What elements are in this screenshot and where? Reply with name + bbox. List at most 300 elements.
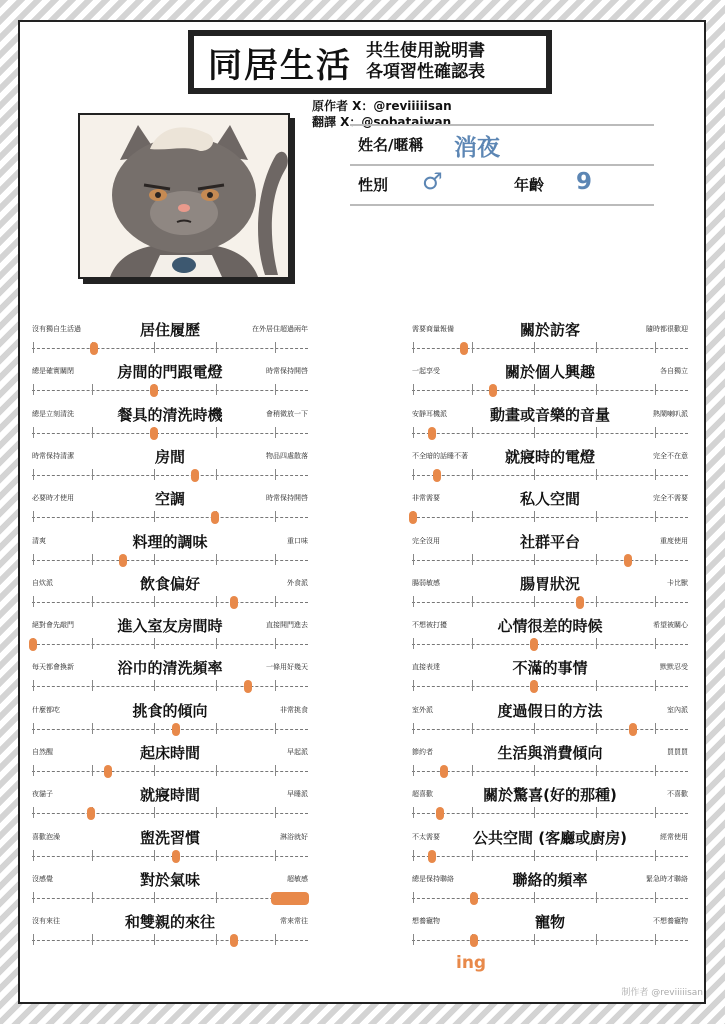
scale-marker (440, 765, 448, 778)
scale-tick (413, 765, 414, 776)
scale-tick (655, 554, 656, 565)
scale-item (412, 695, 688, 739)
scale-right-label: 直接開門進去 (266, 621, 308, 630)
scale-title: 居住履歷 (139, 321, 200, 339)
scale-line (32, 433, 308, 434)
scale-tick (275, 511, 276, 522)
scale-right-label: 一條用好幾天 (266, 663, 308, 672)
scale-right-label: 室內派 (667, 705, 688, 714)
scale-left-label: 安靜耳機派 (412, 409, 447, 418)
scale-tick (655, 892, 656, 903)
scale-item (412, 822, 688, 866)
scale-item (32, 483, 308, 527)
scale-left-label: 絕對會先敲門 (32, 621, 74, 630)
scale-item (412, 906, 688, 950)
scale-tick (655, 850, 656, 861)
scale-line (412, 433, 688, 434)
scale-right-label: 常來常往 (280, 917, 308, 926)
scale-tick (154, 892, 155, 903)
scale-line (32, 517, 308, 518)
scale-title: 度過假日的方法 (497, 701, 603, 720)
gender-age-row (350, 164, 654, 206)
scale-tick (275, 934, 276, 945)
scale-line (412, 348, 688, 349)
scale-tick (92, 469, 93, 480)
scale-tick (33, 892, 34, 903)
scale-title: 空調 (154, 490, 185, 509)
scale-tick (413, 427, 414, 438)
scale-tick (596, 384, 597, 395)
scale-line (32, 560, 308, 561)
scale-item (412, 737, 688, 781)
scale-line (412, 898, 688, 899)
scale-line (32, 348, 308, 349)
scale-tick (534, 554, 535, 565)
scale-title: 料理的調味 (132, 532, 208, 551)
scale-marker (87, 807, 95, 820)
scale-line (32, 475, 308, 476)
scale-tick (413, 892, 414, 903)
scale-title: 公共空間 (客廳或廚房) (473, 828, 627, 847)
scale-tick (655, 596, 656, 607)
scale-tick (92, 427, 93, 438)
scale-line (32, 813, 308, 814)
scale-line (412, 644, 688, 645)
scale-tick (216, 638, 217, 649)
scale-tick (92, 723, 93, 734)
scale-tick (216, 469, 217, 480)
scale-tick (216, 384, 217, 395)
scale-title: 和雙親的來往 (124, 913, 215, 932)
scale-tick (154, 511, 155, 522)
scale-line (412, 729, 688, 730)
scale-tick (216, 427, 217, 438)
scale-tick (472, 427, 473, 438)
scale-title: 起床時間 (139, 744, 200, 762)
scale-right-label: 會稍微放一下 (266, 409, 308, 418)
scale-tick (472, 765, 473, 776)
scale-tick (33, 807, 34, 818)
scale-marker (90, 342, 98, 355)
scale-marker (29, 638, 37, 651)
scale-title: 盥洗習慣 (139, 828, 200, 847)
scale-marker (576, 596, 584, 609)
scale-tick (413, 807, 414, 818)
age-value: 9 (576, 169, 593, 195)
scale-tick (655, 680, 656, 691)
scale-tick (154, 596, 155, 607)
scale-tick (92, 765, 93, 776)
scale-item (32, 356, 308, 400)
scale-tick (33, 469, 34, 480)
scale-marker (191, 469, 199, 482)
scale-tick (154, 850, 155, 861)
scale-tick (534, 765, 535, 776)
scale-title: 房間的門跟電燈 (117, 363, 223, 382)
scale-tick (596, 680, 597, 691)
scale-line (32, 729, 308, 730)
scale-marker (150, 384, 158, 397)
scale-left-label: 完全沒用 (412, 536, 440, 545)
scale-marker (230, 934, 238, 947)
scale-marker (150, 427, 158, 440)
scale-tick (154, 934, 155, 945)
scale-tick (534, 807, 535, 818)
translator: 翻譯 X：@sobataiwan (312, 115, 452, 129)
scale-line (412, 517, 688, 518)
scale-marker (428, 427, 436, 440)
subtitle-line-1: 共生使用說明書 (366, 41, 485, 61)
scale-tick (275, 723, 276, 734)
scale-tick (472, 596, 473, 607)
scale-item (32, 822, 308, 866)
scale-marker (428, 850, 436, 863)
scale-tick (472, 680, 473, 691)
scale-right-label: 隨時都很歡迎 (646, 325, 688, 333)
scale-tick (413, 934, 414, 945)
scale-tick (596, 723, 597, 734)
scale-tick (596, 469, 597, 480)
scale-tick (92, 680, 93, 691)
scale-tick (413, 469, 414, 480)
scale-tick (216, 342, 217, 353)
scale-tick (216, 554, 217, 565)
scale-tick (534, 427, 535, 438)
scale-item (32, 441, 308, 485)
scale-line (32, 644, 308, 645)
page-title: 同居生活 (208, 45, 352, 86)
scale-line (412, 856, 688, 857)
scale-tick (413, 850, 414, 861)
scale-left-label: 什麼都吃 (32, 705, 60, 714)
scale-line (32, 898, 308, 899)
scale-title: 對於氣味 (139, 870, 200, 889)
scale-line (32, 602, 308, 603)
scale-title: 關於驚喜(好的那種) (483, 786, 617, 805)
scale-left-label: 非常需要 (412, 494, 440, 503)
profile-info (350, 124, 654, 206)
scale-marker (470, 892, 478, 905)
scale-left-label: 直接表達 (412, 663, 440, 672)
scale-tick (534, 723, 535, 734)
page-subtitle (366, 41, 485, 83)
scale-tick (33, 596, 34, 607)
scale-tick (216, 723, 217, 734)
scale-right-label: 重口味 (287, 536, 308, 545)
scale-tick (216, 680, 217, 691)
footer-credit: 制作者 @reviiiiisan (621, 988, 703, 998)
scale-left-label: 夜貓子 (32, 790, 53, 799)
scale-right-label: 淋浴就好 (280, 832, 308, 841)
scale-right-label: 重度使用 (660, 536, 688, 545)
scale-tick (413, 384, 414, 395)
scale-item (412, 356, 688, 400)
scale-tick (92, 850, 93, 861)
scale-tick (472, 638, 473, 649)
scale-marker (530, 680, 538, 693)
scale-tick (275, 638, 276, 649)
scale-marker (230, 596, 238, 609)
scale-tick (33, 934, 34, 945)
scale-title: 就寢時間 (139, 786, 200, 805)
scale-line (412, 602, 688, 603)
scale-tick (472, 511, 473, 522)
scale-item (412, 652, 688, 696)
scale-marker (119, 554, 127, 567)
scale-left-label: 沒有獨自生活過 (32, 325, 81, 333)
scale-left-label: 不太需要 (412, 832, 440, 841)
scale-right-label: 在外居住超過兩年 (252, 325, 308, 333)
scale-tick (154, 469, 155, 480)
scale-tick (92, 892, 93, 903)
scale-line (32, 940, 308, 941)
scale-right-label: 經常使用 (660, 832, 688, 841)
scale-tick (275, 342, 276, 353)
scale-tick (275, 469, 276, 480)
scale-line (412, 390, 688, 391)
scale-marker (433, 469, 441, 482)
scale-marker (172, 723, 180, 736)
scale-tick (534, 342, 535, 353)
scale-tick (534, 892, 535, 903)
scale-marker (530, 638, 538, 651)
scale-tick (154, 680, 155, 691)
scale-item (412, 779, 688, 823)
scale-item (32, 737, 308, 781)
name-label: 姓名/暱稱 (358, 136, 424, 154)
scale-tick (472, 469, 473, 480)
scale-right-label: 各自獨立 (660, 367, 688, 376)
scale-tick (216, 850, 217, 861)
scale-tick (33, 680, 34, 691)
scale-title: 浴巾的清洗頻率 (117, 659, 223, 678)
scale-item (32, 526, 308, 570)
scale-left-label: 喜歡泡澡 (32, 832, 60, 841)
scale-tick (534, 384, 535, 395)
scale-tick (33, 850, 34, 861)
scale-tick (154, 765, 155, 776)
scale-item (32, 568, 308, 612)
scale-tick (472, 384, 473, 395)
scale-line (32, 856, 308, 857)
scale-tick (92, 511, 93, 522)
scale-right-label: 希望被關心 (653, 621, 688, 630)
scale-tick (472, 723, 473, 734)
scale-title: 不滿的事情 (512, 659, 588, 678)
scale-tick (216, 934, 217, 945)
scale-left-label: 一起享受 (412, 367, 440, 376)
scale-tick (596, 934, 597, 945)
gender-label: 性別 (358, 176, 389, 194)
scale-item (412, 864, 688, 908)
scale-right-label: 買買買 (667, 748, 688, 756)
scale-tick (655, 511, 656, 522)
scale-item (412, 610, 688, 654)
scale-title: 飲食偏好 (139, 574, 200, 593)
scale-line (32, 390, 308, 391)
scale-line (412, 813, 688, 814)
scale-tick (655, 342, 656, 353)
scale-marker (271, 892, 309, 905)
scale-tick (275, 765, 276, 776)
scale-tick (472, 554, 473, 565)
scale-tick (33, 342, 34, 353)
scale-marker (409, 511, 417, 524)
scale-tick (275, 554, 276, 565)
scale-item (412, 314, 688, 358)
scale-tick (413, 596, 414, 607)
scale-tick (413, 554, 414, 565)
scale-tick (596, 638, 597, 649)
scale-tick (33, 765, 34, 776)
scale-line (412, 560, 688, 561)
scale-tick (216, 892, 217, 903)
scale-marker (244, 680, 252, 693)
scale-tick (655, 427, 656, 438)
scale-title: 就寢時的電燈 (504, 447, 595, 466)
scale-tick (275, 850, 276, 861)
scale-right-label: 非常挑食 (280, 705, 308, 714)
scale-item (32, 652, 308, 696)
scale-tick (154, 807, 155, 818)
scale-title: 關於個人興趣 (504, 363, 595, 382)
scale-right-label: 超敏感 (287, 874, 308, 883)
scale-item (412, 399, 688, 443)
scale-title: 餐具的清洗時機 (117, 405, 223, 424)
scale-title: 心情很差的時候 (497, 617, 603, 636)
scale-tick (216, 596, 217, 607)
scale-tick (33, 723, 34, 734)
scale-line (32, 686, 308, 687)
scale-title: 生活與消費傾向 (497, 744, 603, 762)
name-value: 消夜 (454, 135, 500, 161)
scale-left-label: 時常保持清潔 (32, 451, 74, 460)
scale-tick (655, 638, 656, 649)
scale-item (412, 441, 688, 485)
scale-item (412, 483, 688, 527)
scale-tick (472, 807, 473, 818)
scale-left-label: 自炊派 (32, 578, 53, 587)
scale-tick (655, 807, 656, 818)
scale-tick (596, 427, 597, 438)
scale-marker (211, 511, 219, 524)
scale-right-label: 默默忍受 (660, 663, 688, 672)
scale-tick (92, 596, 93, 607)
scale-left-label: 總是保持聯絡 (412, 874, 454, 883)
scale-marker (629, 723, 637, 736)
scale-tick (534, 934, 535, 945)
scale-item (32, 864, 308, 908)
age-label: 年齡 (514, 176, 545, 194)
scale-marker (436, 807, 444, 820)
scale-left-label: 自然醒 (32, 748, 53, 756)
scale-tick (275, 596, 276, 607)
character-portrait (78, 113, 290, 279)
scale-line (412, 686, 688, 687)
scale-right-label: 完全不在意 (653, 451, 688, 460)
scale-title: 腸胃狀況 (519, 574, 580, 593)
scale-tick (534, 469, 535, 480)
scale-left-label: 總是立刻清洗 (32, 409, 74, 418)
scale-tick (596, 596, 597, 607)
scale-line (412, 771, 688, 772)
scale-item (32, 779, 308, 823)
scale-tick (472, 850, 473, 861)
scale-item (32, 906, 308, 950)
scale-tick (596, 342, 597, 353)
scale-left-label: 沒有來往 (32, 917, 60, 926)
scale-tick (655, 723, 656, 734)
scale-item (412, 526, 688, 570)
scale-tick (92, 638, 93, 649)
scale-title: 關於訪客 (519, 321, 580, 339)
name-row (350, 124, 654, 164)
scale-left-label: 超喜歡 (412, 790, 433, 799)
scale-tick (472, 342, 473, 353)
scale-tick (655, 934, 656, 945)
scale-right-label: 不想養寵物 (653, 917, 688, 926)
scale-left-label: 每天都會換新 (32, 663, 74, 672)
scale-tick (92, 934, 93, 945)
scale-tick (596, 892, 597, 903)
scale-title: 挑食的傾向 (132, 701, 208, 720)
scale-marker (624, 554, 632, 567)
scale-item (32, 314, 308, 358)
scale-left-label: 室外派 (412, 705, 433, 714)
scale-marker (460, 342, 468, 355)
scale-tick (655, 469, 656, 480)
scale-title: 房間 (154, 447, 185, 466)
scale-tick (33, 384, 34, 395)
scale-left-label: 需要商量報備 (412, 325, 454, 333)
scale-tick (596, 511, 597, 522)
scale-tick (275, 680, 276, 691)
scale-tick (655, 384, 656, 395)
subtitle-line-2: 各項習性確認表 (366, 62, 485, 82)
scale-title: 寵物 (534, 913, 565, 932)
scale-right-label: 緊急時才聯絡 (646, 874, 688, 883)
scale-tick (216, 807, 217, 818)
scale-right-label: 物品四處散落 (266, 451, 308, 460)
scale-tick (413, 723, 414, 734)
scale-marker (172, 850, 180, 863)
scale-left-label: 沒感覺 (32, 874, 53, 883)
scale-tick (655, 765, 656, 776)
scale-tick (154, 554, 155, 565)
scale-title: 進入室友房間時 (117, 617, 223, 636)
scale-right-label: 完全不需要 (653, 494, 688, 503)
scale-right-label: 外食派 (287, 578, 308, 587)
scale-marker (489, 384, 497, 397)
scale-item (412, 568, 688, 612)
scale-tick (413, 638, 414, 649)
scale-tick (154, 723, 155, 734)
scale-marker (470, 934, 478, 947)
scale-line (412, 475, 688, 476)
scale-tick (275, 807, 276, 818)
scale-left-label: 總是確實關閉 (32, 367, 74, 376)
scale-tick (534, 596, 535, 607)
scale-tick (33, 427, 34, 438)
scale-left-label: 不全暗的話睡不著 (412, 451, 468, 460)
gender-value: ♂ (422, 169, 443, 195)
scale-title: 社群平台 (519, 532, 580, 551)
scale-line (412, 940, 688, 941)
scale-left-label: 清爽 (32, 536, 46, 545)
scale-item (32, 610, 308, 654)
scale-title: 私人空間 (519, 490, 580, 509)
scale-tick (33, 511, 34, 522)
